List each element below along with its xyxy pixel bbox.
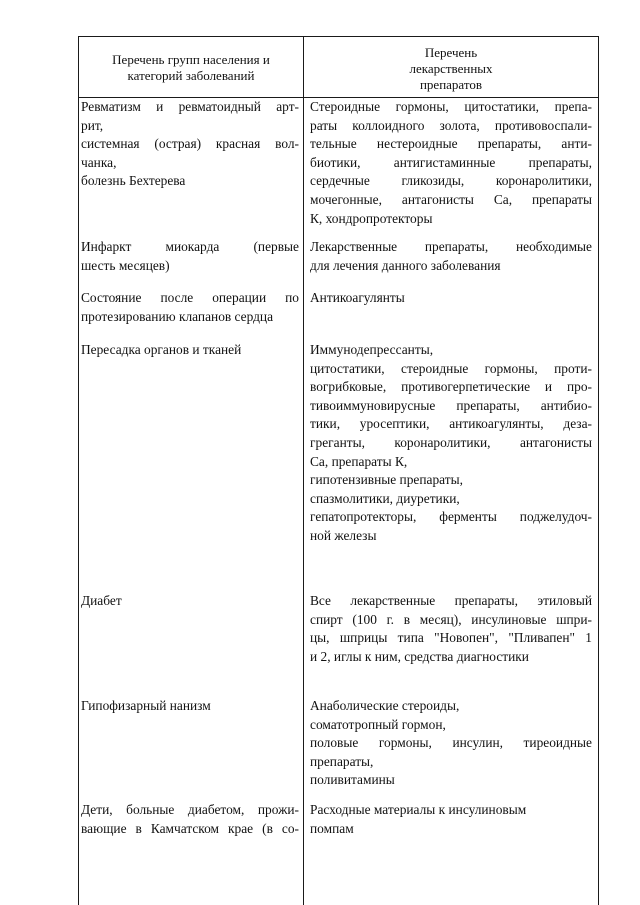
text-line: Состояние после операции по: [81, 290, 299, 305]
text-line: спазмолитики, диуретики,: [310, 490, 460, 506]
text-line: и 2, иглы к ним, средства диагностики: [310, 648, 529, 664]
text-line: Анаболические стероиды,: [310, 698, 460, 713]
table-top-border: [78, 36, 599, 37]
text-line: раты коллоидного золота, противовоспали-: [310, 117, 592, 133]
row-2-left: [81, 238, 299, 275]
table-column-divider: [303, 36, 304, 905]
text-line: биотики, антигистаминные препараты,: [310, 154, 592, 170]
header-col1-line: категорий заболеваний: [127, 68, 255, 83]
text-line: цы, шприцы типа "Новопен", "Пливапен" 1: [310, 630, 592, 646]
text-line: Диабет: [81, 593, 122, 608]
text-line: ной железы: [310, 527, 377, 543]
text-line: Дети, больные диабетом, прожи-: [81, 802, 299, 817]
text-line: Гипофизарный нанизм: [81, 698, 211, 713]
row-1-left: [81, 98, 299, 191]
text-line: для лечения данного заболевания: [310, 257, 501, 273]
header-col2-line: препаратов: [419, 77, 483, 92]
text-line: Антикоагулянты: [310, 290, 405, 305]
header-col1-line: Перечень групп населения и: [112, 52, 270, 67]
text-line: поливитамины: [310, 772, 395, 788]
row-7-right: [310, 801, 592, 838]
text-line: Пересадка органов и тканей: [81, 342, 242, 357]
header-col2-line: Перечень: [424, 45, 478, 60]
row-1-right: [310, 98, 592, 228]
text-line: системная (острая) красная вол-: [81, 136, 299, 152]
row-4-right: [310, 341, 592, 546]
text-line: Иммунодепрессанты,: [310, 342, 434, 357]
text-line: шесть месяцев): [81, 257, 170, 273]
text-line: цитостатики, стероидные гормоны, проти-: [310, 360, 592, 376]
text-line: Расходные материалы к инсулиновым: [310, 802, 527, 817]
row-3-left: [81, 289, 299, 326]
text-line: чанка,: [81, 154, 117, 170]
text-line: препараты,: [310, 753, 374, 769]
text-line: Ревматизм и ревматоидный арт-: [81, 99, 299, 114]
row-5-right: [310, 592, 592, 666]
text-line: гепатопротекторы, ферменты поджелудоч-: [310, 509, 592, 525]
text-line: К, хондропротекторы: [310, 210, 433, 226]
row-6-left: [81, 697, 299, 716]
text-line: мочегонные, антагонисты Са, препараты: [310, 191, 592, 207]
header-col2: [305, 45, 597, 93]
text-line: гипотензивные препараты,: [310, 472, 463, 488]
text-line: соматотропный гормон,: [310, 716, 446, 732]
text-line: тивоиммуновирусные препараты, антибио-: [310, 397, 592, 413]
text-line: протезированию клапанов сердца: [81, 308, 274, 324]
text-line: Лекарственные препараты, необходимые: [310, 239, 592, 254]
text-line: вающие в Камчатском крае (в со-: [81, 820, 299, 836]
text-line: Все лекарственные препараты, этиловый: [310, 593, 592, 608]
row-4-left: [81, 341, 299, 360]
row-5-left: [81, 592, 299, 611]
text-line: вогрибковые, противогерпетические и про-: [310, 379, 592, 395]
text-line: половые гормоны, инсулин, тиреоидные: [310, 735, 592, 751]
row-2-right: [310, 238, 592, 275]
text-line: тельные нестероидные препараты, анти-: [310, 136, 592, 152]
row-3-right: [310, 289, 592, 308]
table-left-border: [78, 36, 79, 905]
row-7-left: [81, 801, 299, 838]
text-line: спирт (100 г. в месяц), инсулиновые шпри-: [310, 611, 592, 627]
text-line: сердечные гликозиды, коронаролитики,: [310, 173, 592, 189]
text-line: тики, уросептики, антикоагулянты, деза-: [310, 416, 592, 432]
row-6-right: [310, 697, 592, 790]
header-col2-line: лекарственных: [409, 61, 493, 76]
text-line: болезнь Бехтерева: [81, 173, 186, 189]
text-line: Стероидные гормоны, цитостатики, препа-: [310, 99, 592, 114]
text-line: рит,: [81, 117, 104, 133]
text-line: Инфаркт миокарда (первые: [81, 239, 299, 254]
text-line: греганты, коронаролитики, антагонисты: [310, 434, 592, 450]
table-right-border: [598, 36, 599, 905]
text-line: Са, препараты К,: [310, 453, 408, 469]
text-line: помпам: [310, 820, 354, 836]
header-col1: [80, 52, 302, 84]
